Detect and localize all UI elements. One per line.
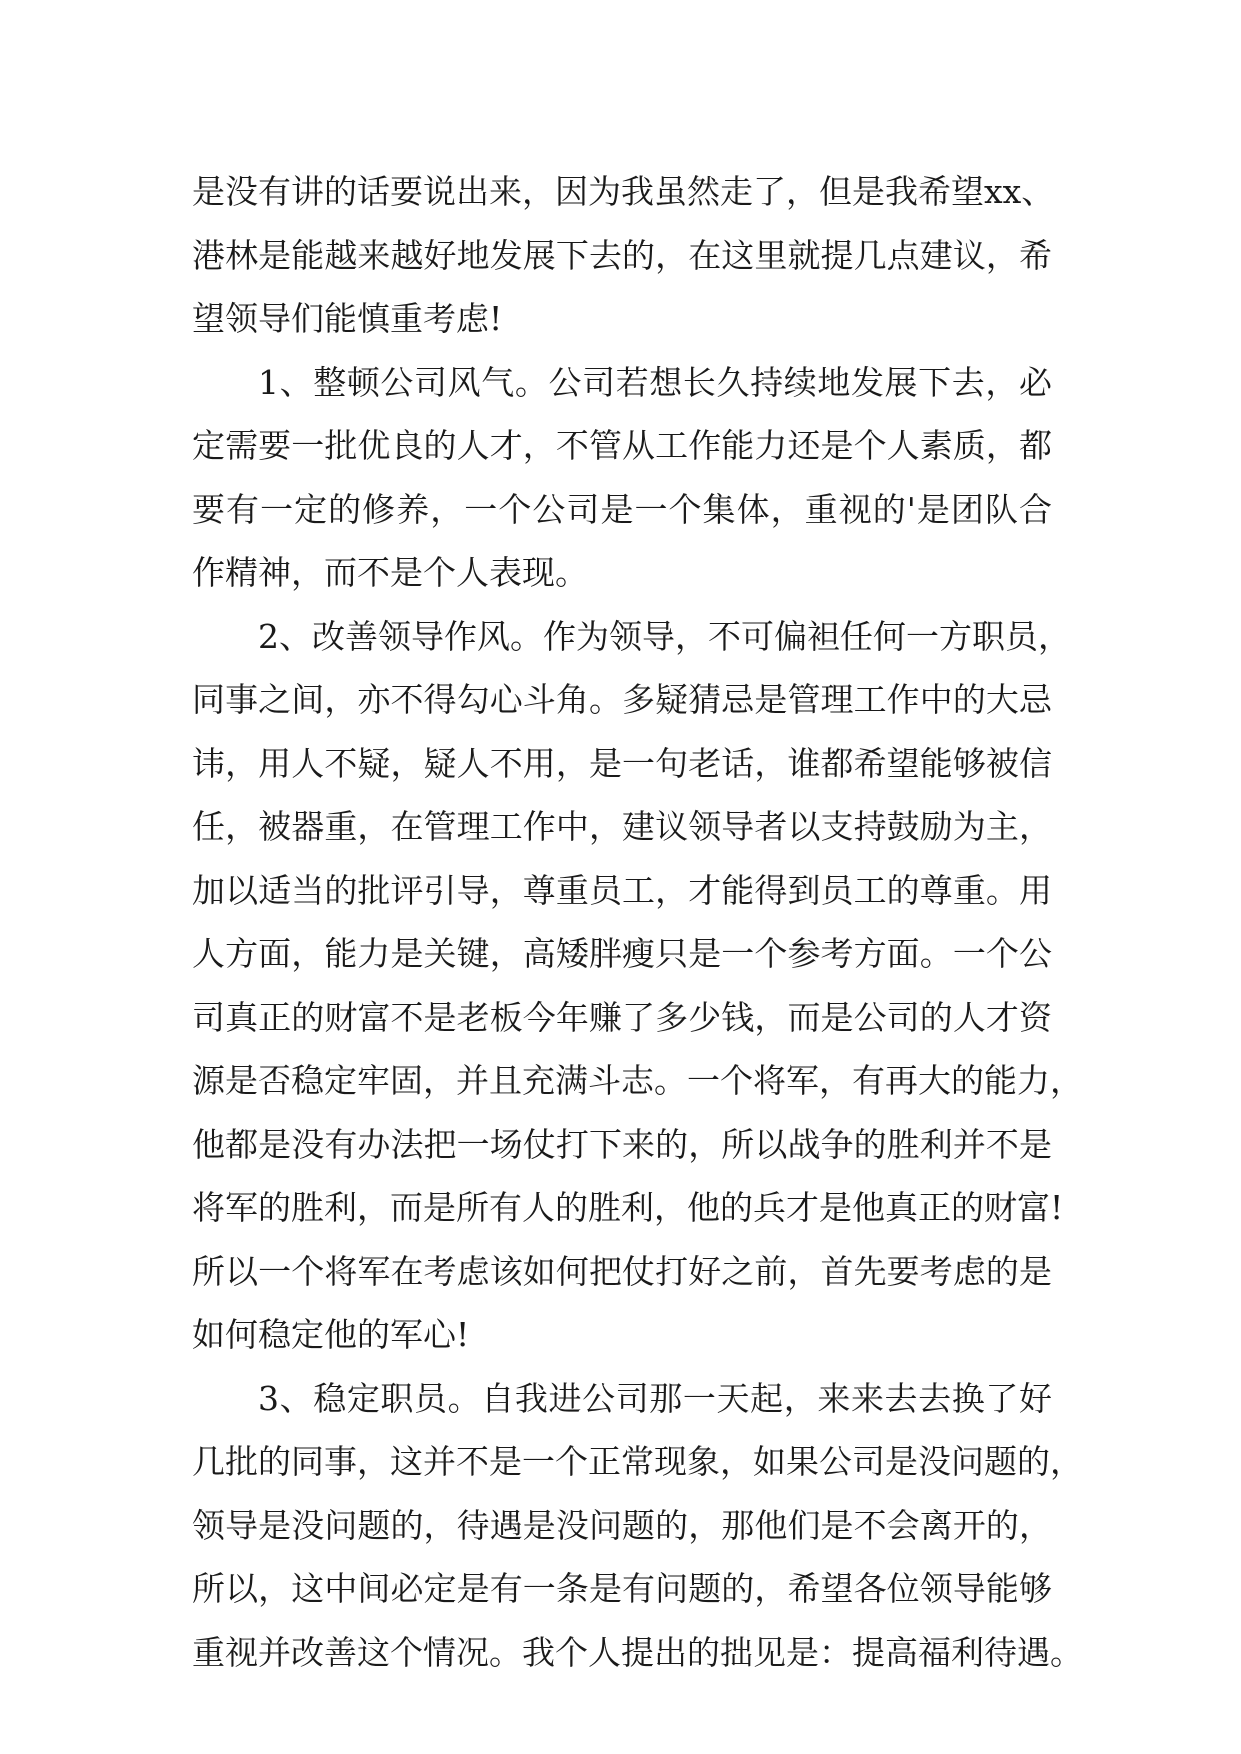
text-line: 重视并改善这个情况。我个人提出的拙见是：提高福利待遇。 bbox=[192, 1632, 1083, 1672]
body-text bbox=[192, 160, 1083, 1684]
text-line: 司真正的财富不是老板今年赚了多少钱，而是公司的人才资 bbox=[192, 997, 1052, 1037]
text-line: 所以一个将军在考虑该如何把仗打好之前，首先要考虑的是 bbox=[192, 1251, 1052, 1291]
text-line: 如何稳定他的军心! bbox=[192, 1315, 470, 1354]
text-line: 领导是没问题的，待遇是没问题的，那他们是不会离开的， bbox=[192, 1505, 1052, 1545]
paragraph-3-start: 3、稳定职员。自我进公司那一天起，来来去去换了好 bbox=[258, 1378, 1052, 1418]
text-line: 作精神，而不是个人表现。 bbox=[192, 553, 588, 592]
text-line: 望领导们能慎重考虑! bbox=[192, 299, 503, 338]
text-line: 源是否稳定牢固，并且充满斗志。一个将军，有再大的能力， bbox=[192, 1061, 1083, 1100]
text-line: 加以适当的批评引导，尊重员工，才能得到员工的尊重。用 bbox=[192, 870, 1052, 910]
text-line: 几批的同事，这并不是一个正常现象，如果公司是没问题的， bbox=[192, 1442, 1083, 1481]
text-line: 港林是能越来越好地发展下去的，在这里就提几点建议，希 bbox=[192, 235, 1052, 275]
text-line: 要有一定的修养，一个公司是一个集体，重视的'是团队合 bbox=[192, 489, 1052, 529]
text-line: 所以，这中间必定是有一条是有问题的，希望各位领导能够 bbox=[192, 1569, 1052, 1608]
paragraph-1-start: 1、整顿公司风气。公司若想长久持续地发展下去，必 bbox=[258, 362, 1052, 402]
text-line: 定需要一批优良的人才，不管从工作能力还是个人素质，都 bbox=[192, 426, 1052, 465]
text-line: 他都是没有办法把一场仗打下来的，所以战争的胜利并不是 bbox=[192, 1124, 1052, 1164]
text-line: 任，被器重，在管理工作中，建议领导者以支持鼓励为主， bbox=[192, 807, 1052, 846]
text-line: 同事之间，亦不得勾心斗角。多疑猜忌是管理工作中的大忌 bbox=[192, 680, 1052, 719]
text-line: 讳，用人不疑，疑人不用，是一句老话，谁都希望能够被信 bbox=[192, 743, 1052, 783]
text-line: 是没有讲的话要说出来，因为我虽然走了，但是我希望xx、 bbox=[192, 172, 1055, 211]
text-line: 将军的胜利，而是所有人的胜利，他的兵才是他真正的财富! bbox=[192, 1188, 1064, 1227]
text-line: 人方面，能力是关键，高矮胖瘦只是一个参考方面。一个公 bbox=[192, 934, 1052, 973]
paragraph-2-start: 2、改善领导作风。作为领导，不可偏袒任何一方职员， bbox=[258, 616, 1071, 656]
